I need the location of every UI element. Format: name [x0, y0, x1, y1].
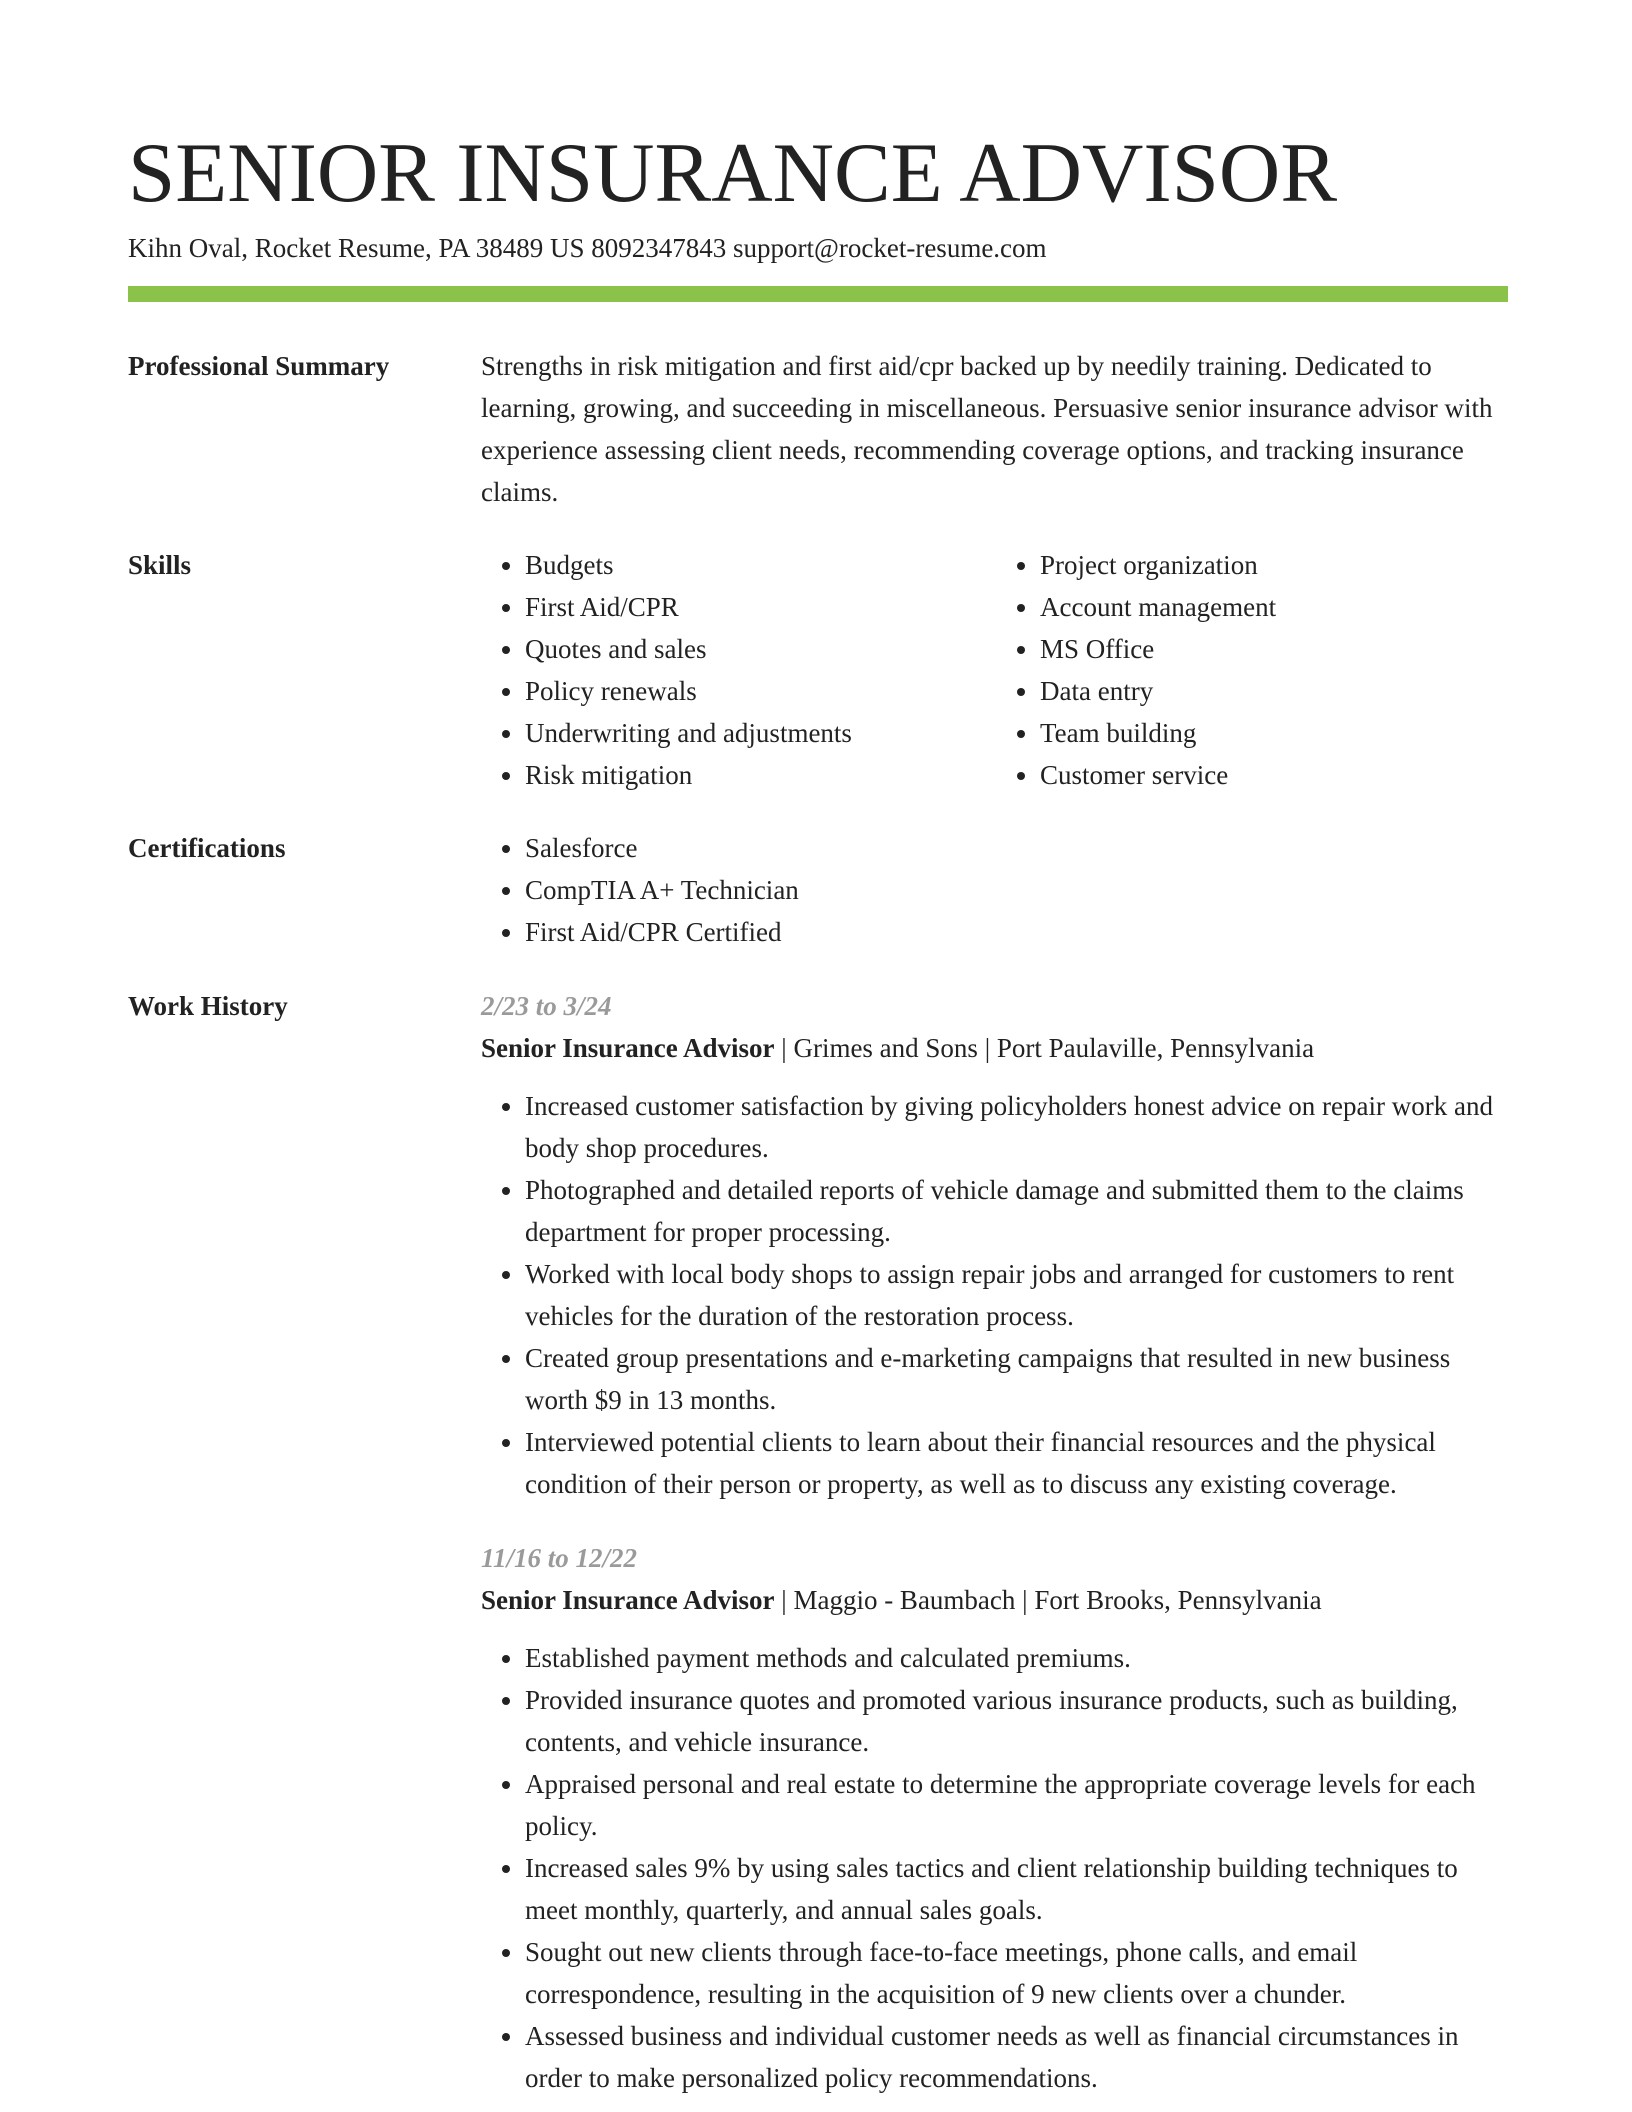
job-heading [481, 1027, 1511, 1069]
certifications-body [481, 827, 1511, 953]
job-bullet: • Appraised personal and real estate to determine the appropriate coverage levels for each policy. [525, 1763, 1511, 1847]
skill-item: • Data entry [1040, 670, 1511, 712]
summary-heading: Professional Summary [128, 351, 390, 381]
skills-heading: Skills [128, 550, 192, 580]
work-history-body [481, 985, 1511, 2099]
job-title: Senior Insurance Advisor [481, 1033, 775, 1063]
certification-item: • First Aid/CPR Certified [525, 911, 1511, 953]
job-bullet: • Established payment methods and calculated premiums. [525, 1637, 1511, 1679]
job-company: Maggio - Baumbach [793, 1585, 1016, 1615]
skill-item: • Team building [1040, 712, 1511, 754]
skill-item: • Underwriting and adjustments [525, 712, 996, 754]
skill-item: • Risk mitigation [525, 754, 996, 796]
skills-body [481, 544, 1511, 796]
skill-item: • Customer service [1040, 754, 1511, 796]
job-bullet: • Provided insurance quotes and promoted various insurance products, such as building, contents, and vehicle insurance. [525, 1679, 1511, 1763]
job-location: Fort Brooks, Pennsylvania [1034, 1585, 1322, 1615]
summary-body [481, 345, 1511, 513]
job-bullet: • Assessed business and individual customer needs as well as financial circumstances in order to make personalized policy recommendations. [525, 2015, 1511, 2099]
contact-address: Kihn Oval, Rocket Resume, PA 38489 US [128, 233, 585, 263]
certifications-list [481, 827, 1511, 953]
job-bullet: • Increased sales 9% by using sales tactics and client relationship building techniques to meet monthly, quarterly, and annual sales goals. [525, 1847, 1511, 1931]
job-dates: 11/16 to 12/22 [481, 1543, 638, 1573]
candidate-name: SENIOR INSURANCE ADVISOR [128, 126, 1338, 220]
certification-item: • Salesforce [525, 827, 1511, 869]
job-bullet: • Increased customer satisfaction by giving policyholders honest advice on repair work and body shop procedures. [525, 1085, 1511, 1169]
skill-item: • Policy renewals [525, 670, 996, 712]
job-separator: | [774, 1033, 794, 1063]
skill-item: • Project organization [1040, 544, 1511, 586]
job-bullet: • Worked with local body shops to assign repair jobs and arranged for customers to rent vehicles for the duration of the restoration process. [525, 1253, 1511, 1337]
job-company: Grimes and Sons [793, 1033, 978, 1063]
job-heading [481, 1579, 1511, 1621]
skills-list-right [996, 544, 1511, 796]
job-bullet: • Photographed and detailed reports of vehicle damage and submitted them to the claims department for proper processing. [525, 1169, 1511, 1253]
contact-phone: 8092347843 [591, 233, 727, 263]
job-separator: | [774, 1585, 794, 1615]
skill-item: • Account management [1040, 586, 1511, 628]
summary-text: Strengths in risk mitigation and first aid/cpr backed up by needily training. Dedicated to learning, growing, and succeeding in miscellaneous. Persuasive senior insurance advisor with experience assessing client needs, recommending coverage options, and tracking insurance claims. [481, 351, 1493, 507]
job-location: Port Paulaville, Pennsylvania [996, 1033, 1315, 1063]
job-entry [481, 985, 1511, 1505]
job-entry [481, 1537, 1511, 2099]
work-history-heading: Work History [128, 991, 288, 1021]
header-divider [128, 286, 1508, 302]
skill-item: • Quotes and sales [525, 628, 996, 670]
job-separator: | [977, 1033, 997, 1063]
job-bullets [481, 1637, 1511, 2099]
contact-email: support@rocket-resume.com [733, 233, 1047, 263]
job-bullets [481, 1085, 1511, 1505]
skill-item: • First Aid/CPR [525, 586, 996, 628]
skill-item: • MS Office [1040, 628, 1511, 670]
skills-list-left [481, 544, 996, 796]
job-title: Senior Insurance Advisor [481, 1585, 775, 1615]
skill-item: • Budgets [525, 544, 996, 586]
job-bullet: • Created group presentations and e-marketing campaigns that resulted in new business worth $9 in 13 months. [525, 1337, 1511, 1421]
job-bullet: • Interviewed potential clients to learn about their financial resources and the physical condition of their person or property, as well as to discuss any existing coverage. [525, 1421, 1511, 1505]
job-separator: | [1015, 1585, 1035, 1615]
contact-line [128, 230, 1047, 266]
certifications-heading: Certifications [128, 833, 286, 863]
certification-item: • CompTIA A+ Technician [525, 869, 1511, 911]
skills-grid [481, 544, 1511, 796]
job-dates: 2/23 to 3/24 [481, 991, 612, 1021]
job-bullet: • Sought out new clients through face-to-face meetings, phone calls, and email correspondence, resulting in the acquisition of 9 new clients over a chunder. [525, 1931, 1511, 2015]
